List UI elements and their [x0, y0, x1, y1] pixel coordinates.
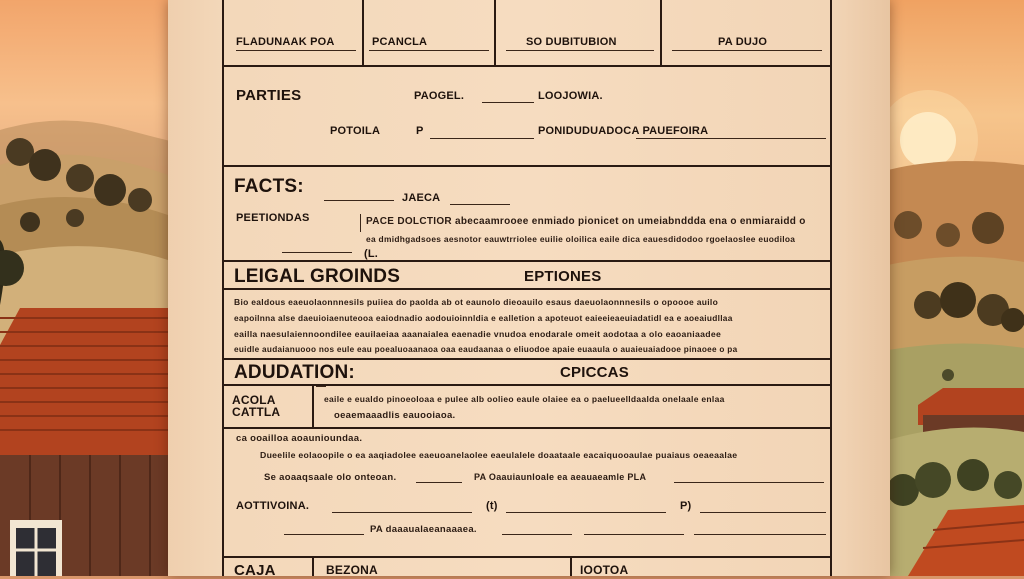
- facts-heading: FACTS:: [234, 176, 304, 197]
- header-underline: [506, 50, 654, 51]
- header-divider: [494, 0, 496, 66]
- header-underline: [672, 50, 822, 51]
- lower-field-paren: P): [680, 500, 692, 512]
- legal-text-line: eapoilnna alse daeuioiaenuteooa eaiodnadio aodouioinnldia e ealletion a apoteuot eaieeieaeuiadatidl ea e aoeaiudllaa: [234, 313, 733, 323]
- header-cell: PCANCLA: [372, 36, 428, 48]
- facts-trail: (L.: [364, 248, 379, 260]
- form-frame: [222, 0, 832, 579]
- facts-label: PEETIONDAS: [236, 212, 310, 224]
- section-rule: [224, 260, 830, 262]
- footer-divider: [570, 556, 572, 576]
- lower-field-label: AOTTIVOINA.: [236, 500, 310, 512]
- section-rule: [224, 288, 830, 290]
- section-rule: [224, 165, 830, 167]
- fill-line: [700, 512, 826, 513]
- fill-line: [694, 534, 826, 535]
- header-cell: FLADUNAAK POA: [236, 36, 335, 48]
- facts-text-line: ea dmidhgadsoes aesnotor eauwtrriolee euilie oloilica eaile dica eauesdidodoo rgoelaoslee euodiloa: [366, 234, 796, 244]
- lower-field-paren: (t): [486, 500, 498, 512]
- parties-label: PAOGEL.: [414, 90, 465, 102]
- field-divider: [360, 214, 361, 232]
- lower-text-line: Se aoaaqsaale olo onteoan.: [264, 472, 397, 483]
- section-rule: [224, 65, 830, 67]
- fill-line: [282, 252, 352, 253]
- parties-value: PONIDUDUADOCA PAUEFOIRA: [538, 125, 709, 137]
- fill-line: [324, 200, 394, 201]
- adudation-heading-right: CPICCAS: [560, 364, 629, 381]
- fill-line: [450, 204, 510, 205]
- fill-line: [430, 138, 534, 139]
- field-divider: [312, 386, 314, 428]
- adudation-text-line: eaile e eualdo pinoeoloaa e pulee alb oolieo eaule olaiee ea o paelueelldaalda onelaale enlaa: [324, 394, 725, 404]
- countryside-illustration-right: [888, 0, 1024, 576]
- header-divider: [660, 0, 662, 66]
- section-rule: [224, 384, 830, 386]
- legal-text-line: eailla naesulaiennoondilee eauilaeiaa aaanaialea eaenadie vnudoa enodarale omeit aodotaa a olo eaoaniaadee: [234, 329, 722, 339]
- fill-line: [506, 512, 666, 513]
- section-rule: [224, 427, 830, 429]
- adudation-box-label: ACOLA CATTLA: [232, 393, 281, 419]
- parties-label: POTOILA: [330, 125, 381, 137]
- header-divider: [362, 0, 364, 66]
- fill-line: [482, 102, 534, 103]
- legal-grounds-heading-right: EPTIONES: [524, 268, 602, 285]
- legal-form-paper: [168, 0, 890, 579]
- footer-cell: BEZONA: [326, 563, 378, 577]
- fill-line: [416, 482, 462, 483]
- header-cell: PA DUJO: [718, 36, 768, 48]
- fill-line: [502, 534, 572, 535]
- lower-text-line: Dueelile eolaoopile o ea aaqiadolee eaeuoanelaolee eaeulalele doaataale eacaiquooaulae puaiaus oeaeaalae: [260, 450, 738, 460]
- header-underline: [369, 50, 489, 51]
- footer-cell: IOOTOA: [580, 563, 629, 577]
- parties-mark: P: [416, 125, 424, 137]
- parties-value: LOOJOWIA.: [538, 90, 603, 102]
- facts-text-line: PACE DOLCTIOR abecaamrooee enmiado pionicet on umeiabnddda ena o enmiaraidd o: [366, 216, 806, 227]
- lower-text-line: PA daaaualaeanaaaea.: [370, 524, 477, 535]
- section-rule: [224, 358, 830, 360]
- fill-line: [316, 386, 326, 387]
- fill-line: [584, 534, 684, 535]
- lower-note: ca ooailloa aoaunioundaa.: [236, 433, 363, 444]
- section-rule: [224, 556, 830, 558]
- adudation-text-line: oeaemaaadlis eauooiaoa.: [334, 410, 456, 421]
- lower-text-line: PA Oaauiaunloale ea aeauaeamle PLA: [474, 472, 647, 482]
- scenery-left: [0, 0, 168, 576]
- parties-heading: PARTIES: [236, 87, 302, 104]
- legal-grounds-heading: LEIGAL GROINDS: [234, 266, 401, 287]
- countryside-illustration-left: [0, 0, 168, 576]
- header-cell: SO DUBITUBION: [526, 36, 617, 48]
- scenery-right: [888, 0, 1024, 576]
- legal-text-line: Bio ealdous eaeuolaonnnesils puiiea do paolda ab ot eaunolo dieoauilo esaus daeuolaonnnesils o opoooe auilo: [234, 297, 719, 307]
- legal-text-line: euidle audaianuooo nos eule eau poealuoaanaoa oaa eaudaanaa o eliuodoe apaie euaaula o auaieuaiadooe pinaoee o pa: [234, 345, 738, 354]
- footer-cell: CAJA: [234, 562, 276, 579]
- adudation-heading: ADUDATION:: [234, 362, 355, 383]
- fill-line: [332, 512, 472, 513]
- fill-line: [674, 482, 824, 483]
- fill-line: [636, 138, 826, 139]
- facts-sub-label: JAECA: [402, 192, 441, 204]
- header-underline: [236, 50, 356, 51]
- fill-line: [284, 534, 364, 535]
- footer-divider: [312, 556, 314, 576]
